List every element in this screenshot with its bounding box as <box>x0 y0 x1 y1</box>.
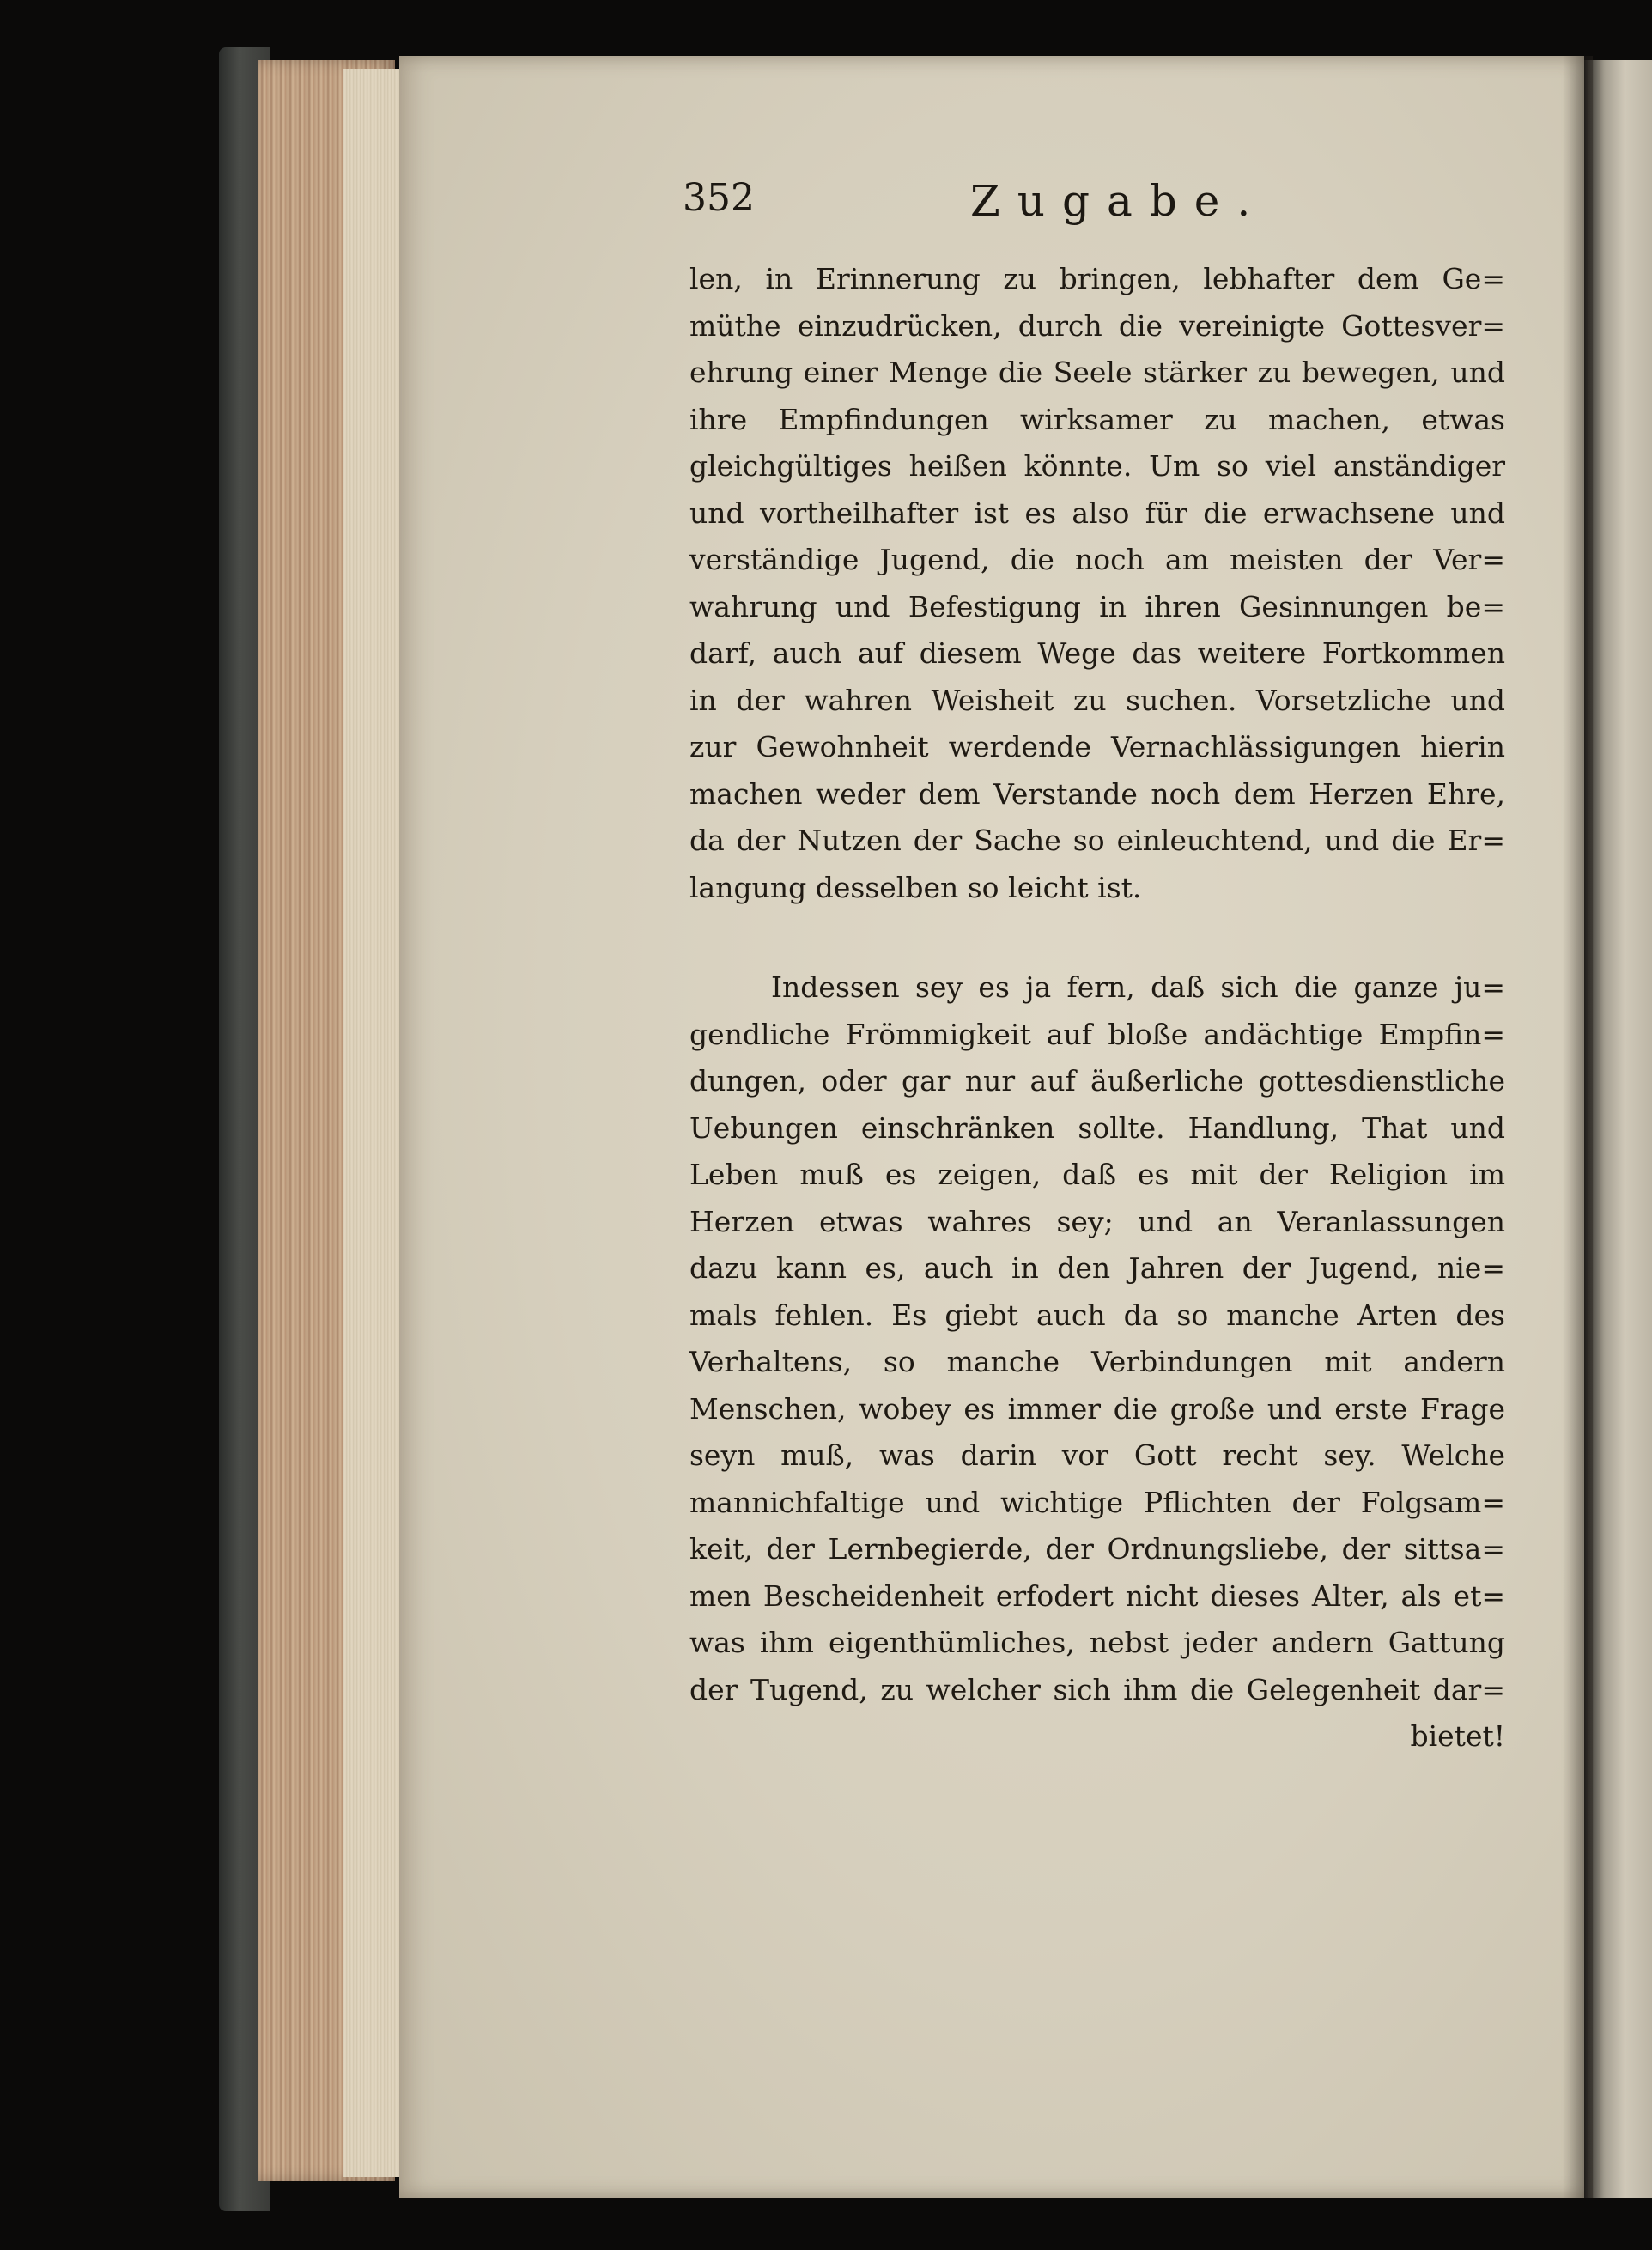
text-line: Menschen, wobey es immer die große und erste Frage <box>689 1391 1505 1426</box>
text-line: in der wahren Weisheit zu suchen. Vorsetzliche und <box>689 683 1505 717</box>
paragraph-1 <box>689 256 1505 911</box>
text-line: machen weder dem Verstande noch dem Herzen Ehre, <box>689 776 1505 811</box>
text-line: darf, auch auf diesem Wege das weitere Fortkommen <box>689 636 1505 670</box>
text-line: Herzen etwas wahres sey; und an Veranlassungen <box>689 1204 1505 1238</box>
text-line: seyn muß, was darin vor Gott recht sey. Welche <box>689 1438 1505 1472</box>
text-line: Leben muß es zeigen, daß es mit der Religion im <box>689 1158 1505 1191</box>
text-line: was ihm eigenthümliches, nebst jeder andern Gattung <box>689 1626 1505 1659</box>
text-line: ihre Empfindungen wirksamer zu machen, etwas <box>689 402 1505 436</box>
text-line: len, in Erinnerung zu bringen, lebhafter dem Ge= <box>689 262 1505 295</box>
text-line: dungen, oder gar nur auf äußerliche gottesdienstliche <box>689 1064 1505 1098</box>
text-line: bietet! <box>1410 1719 1505 1753</box>
text-line: und vortheilhafter ist es also für die erwachsene und <box>689 496 1505 530</box>
text-line: Uebungen einschränken sollte. Handlung, That und <box>689 1110 1505 1145</box>
text-line: gleichgültiges heißen könnte. Um so viel anständiger <box>689 449 1505 483</box>
text-line: men Bescheidenheit erfodert nicht dieses Alter, als et= <box>689 1578 1505 1613</box>
text-line: ehrung einer Menge die Seele stärker zu bewegen, und <box>689 356 1505 389</box>
page-stack <box>343 69 404 2177</box>
body-text <box>689 256 1505 1760</box>
text-line: da der Nutzen der Sache so einleuchtend, und die Er= <box>689 824 1505 857</box>
text-line: verständige Jugend, die noch am meisten der Ver= <box>689 543 1505 576</box>
paragraph-2 <box>689 964 1505 1760</box>
text-line: gendliche Frömmigkeit auf bloße andächtige Empfin= <box>689 1017 1505 1051</box>
page-header <box>683 176 1507 245</box>
text-line: Verhaltens, so manche Verbindungen mit andern <box>689 1345 1505 1378</box>
text-line: keit, der Lernbegierde, der Ordnungsliebe, der sittsa= <box>689 1532 1505 1566</box>
text-line: langung desselben so leicht ist. <box>689 870 1142 904</box>
text-line: zur Gewohnheit werdende Vernachlässigungen hierin <box>689 730 1505 763</box>
text-line: dazu kann es, auch in den Jahren der Jugend, nie= <box>689 1251 1505 1285</box>
gutter-shadow <box>1563 56 1593 2198</box>
facing-page-edge <box>1584 60 1652 2198</box>
page-number: 352 <box>683 176 755 220</box>
text-line: mannichfaltige und wichtige Pflichten der Folgsam= <box>689 1485 1505 1519</box>
paragraph-spacing <box>689 911 1505 964</box>
running-head: Zugabe. <box>970 176 1268 226</box>
text-line: Indessen sey es ja fern, daß sich die ganze ju= <box>771 970 1505 1004</box>
text-line: mals fehlen. Es giebt auch da so manche Arten des <box>689 1298 1505 1332</box>
text-line: der Tugend, zu welcher sich ihm die Gelegenheit dar= <box>689 1672 1505 1706</box>
text-line: wahrung und Befestigung in ihren Gesinnungen be= <box>689 589 1505 623</box>
text-line: müthe einzudrücken, durch die vereinigte Gottesver= <box>689 308 1505 343</box>
